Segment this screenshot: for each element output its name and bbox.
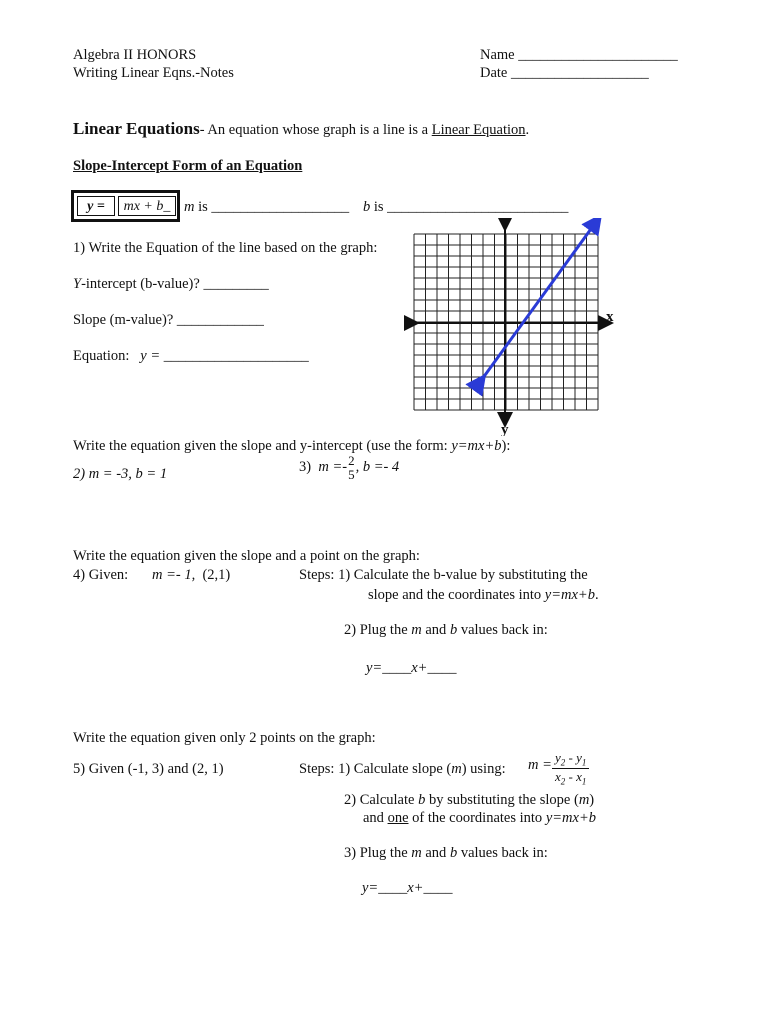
plotted-line: [480, 222, 596, 382]
b-definition-blank[interactable]: b is _________________________: [363, 199, 569, 215]
name-field[interactable]: Name ______________________: [480, 47, 678, 63]
slope-formula-fraction: $y_2 - y_1$ $x_2 - x_1$: [552, 750, 589, 786]
formula-y: y =: [77, 196, 115, 216]
q1-slope[interactable]: Slope (m-value)? ____________: [73, 312, 264, 328]
x-axis-label: x: [606, 309, 614, 325]
q5-problem: 5) Given (-1, 3) and (2, 1): [73, 761, 224, 777]
definition-text: - An equation whose graph is a line is a: [199, 122, 432, 138]
q4-result-blank[interactable]: y=____x+____: [366, 660, 457, 676]
slope-intercept-formula-box: [71, 190, 180, 222]
q5-result-blank[interactable]: y=____x+____: [362, 880, 453, 896]
intro-definition: Linear Equations- An equation whose graph is a line is a Linear Equation.: [73, 119, 530, 138]
slope-point-instruction: Write the equation given the slope and a point on the graph:: [73, 548, 420, 564]
date-field[interactable]: Date ___________________: [480, 65, 649, 81]
q1-prompt: 1) Write the Equation of the line based on the graph:: [73, 240, 378, 256]
q4-step2: 2) Plug the m and b values back in:: [344, 622, 548, 638]
slope-intercept-heading: Slope-Intercept Form of an Equation: [73, 158, 303, 174]
q1-y-intercept[interactable]: Y-intercept (b-value)? _________: [73, 276, 269, 292]
q3-fraction: 2 5: [348, 453, 355, 482]
slope-yint-instruction: Write the equation given the slope and y-intercept (use the form: y=mx+b):: [73, 438, 511, 454]
m-definition-blank[interactable]: m is ___________________: [184, 199, 350, 215]
slope-formula: m =: [528, 757, 552, 773]
q4-step1: Steps: 1) Calculate the b-value by substituting the: [299, 567, 588, 583]
q4-step1-cont: slope and the coordinates into y=mx+b.: [368, 587, 599, 603]
formula-rhs: mx + b_: [118, 196, 176, 216]
q5-step3: 3) Plug the m and b values back in:: [344, 845, 548, 861]
two-points-instruction: Write the equation given only 2 points on the graph:: [73, 730, 376, 746]
q5-step2-cont: and one of the coordinates into y=mx+b: [363, 810, 596, 826]
y-axis-label: y: [501, 422, 509, 436]
linear-equations-term: Linear Equations: [73, 119, 200, 138]
q1-equation[interactable]: Equation: y = ____________________: [73, 348, 309, 364]
q5-step1: Steps: 1) Calculate slope (m) using:: [299, 761, 506, 777]
notes-topic: Writing Linear Eqns.-Notes: [73, 65, 234, 81]
q4-label: 4) Given:: [73, 567, 129, 583]
coordinate-graph: [398, 218, 620, 436]
q4-given: m =- 1, (2,1): [152, 567, 231, 583]
definition-term: Linear Equation: [431, 122, 526, 138]
q2-problem: 2) m = -3, b = 1: [73, 466, 168, 482]
q3-problem: 3) m =- 2 5 , b =- 4: [299, 453, 400, 482]
course-title: Algebra II HONORS: [73, 47, 197, 63]
q5-step2: 2) Calculate b by substituting the slope (m): [344, 792, 595, 808]
